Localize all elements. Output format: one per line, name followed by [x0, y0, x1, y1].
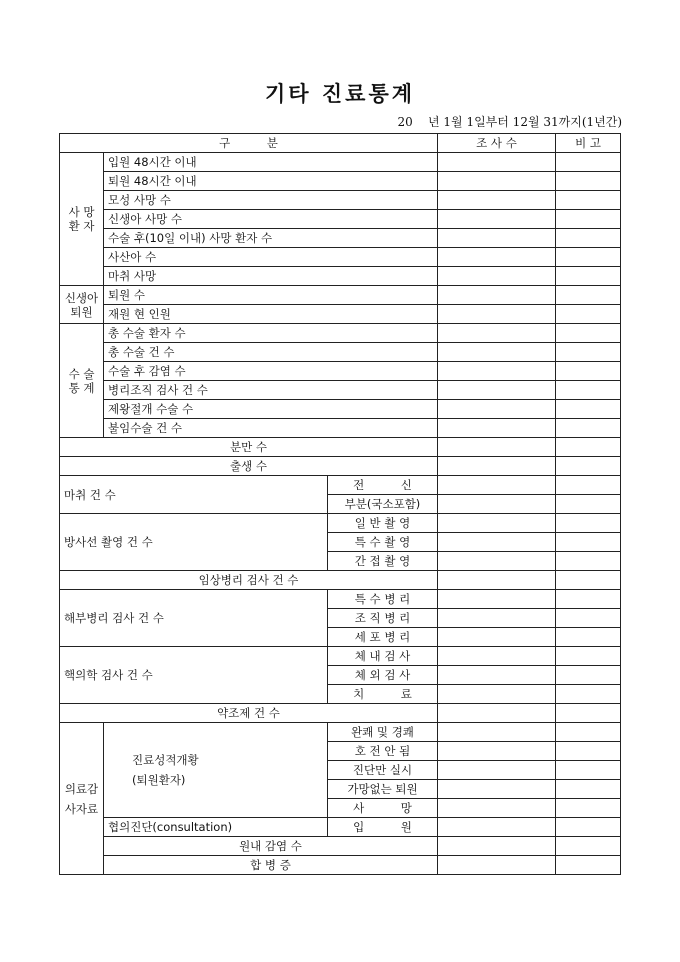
count-cell[interactable]: [438, 438, 556, 457]
count-cell[interactable]: [438, 324, 556, 343]
table-row: [60, 267, 621, 286]
count-cell[interactable]: [438, 723, 556, 742]
remarks-cell[interactable]: [556, 400, 621, 419]
table-row: [60, 514, 621, 533]
outcome-label: 진료성적개황 (퇴원환자): [104, 723, 328, 818]
remarks-cell[interactable]: [556, 666, 621, 685]
sub-label: 전 신: [328, 476, 438, 495]
remarks-cell[interactable]: [556, 419, 621, 438]
count-cell[interactable]: [438, 476, 556, 495]
table-row: [60, 457, 621, 476]
table-row: [60, 381, 621, 400]
sub-label: 세 포 병 리: [328, 628, 438, 647]
remarks-cell[interactable]: [556, 229, 621, 248]
row-label: 병리조직 검사 건 수: [104, 381, 438, 400]
sub-label: 특 수 촬 영: [328, 533, 438, 552]
consultation-label: 협의진단(consultation): [104, 818, 328, 837]
remarks-cell[interactable]: [556, 267, 621, 286]
remarks-cell[interactable]: [556, 495, 621, 514]
count-cell[interactable]: [438, 419, 556, 438]
table-row: [60, 286, 621, 305]
row-label: 수술 후(10일 이내) 사망 환자 수: [104, 229, 438, 248]
remarks-cell[interactable]: [556, 248, 621, 267]
row-label: 원내 감염 수: [104, 837, 438, 856]
anatomical-pathology-label: 해부병리 검사 건 수: [60, 590, 328, 647]
table-row: [60, 153, 621, 172]
remarks-cell[interactable]: [556, 533, 621, 552]
count-cell[interactable]: [438, 267, 556, 286]
sub-label: 부분(국소포함): [328, 495, 438, 514]
row-label: 사산아 수: [104, 248, 438, 267]
count-cell[interactable]: [438, 210, 556, 229]
count-cell[interactable]: [438, 305, 556, 324]
remarks-cell[interactable]: [556, 362, 621, 381]
table-row: [60, 324, 621, 343]
table-row: [60, 229, 621, 248]
remarks-cell[interactable]: [556, 761, 621, 780]
count-cell[interactable]: [438, 628, 556, 647]
row-label: 제왕절개 수술 수: [104, 400, 438, 419]
table-row: [60, 438, 621, 457]
nuclear-medicine-label: 핵의학 검사 건 수: [60, 647, 328, 704]
table-row: [60, 400, 621, 419]
remarks-cell[interactable]: [556, 628, 621, 647]
row-label: 임상병리 검사 건 수: [60, 571, 438, 590]
table-row: [60, 590, 621, 609]
table-row: [60, 305, 621, 324]
count-cell[interactable]: [438, 457, 556, 476]
table-row: [60, 571, 621, 590]
row-label: 신생아 사망 수: [104, 210, 438, 229]
row-label: 모성 사망 수: [104, 191, 438, 210]
remarks-cell[interactable]: [556, 647, 621, 666]
count-cell[interactable]: [438, 229, 556, 248]
remarks-cell[interactable]: [556, 704, 621, 723]
header-category: 구 분: [60, 134, 438, 153]
header-row: [60, 134, 621, 153]
count-cell[interactable]: [438, 533, 556, 552]
audit-section-label: 의료감 사자료: [60, 723, 104, 875]
table-row: [60, 172, 621, 191]
row-label: 마취 사망: [104, 267, 438, 286]
sub-label: 간 접 촬 영: [328, 552, 438, 571]
count-cell[interactable]: [438, 742, 556, 761]
row-label: 퇴원 48시간 이내: [104, 172, 438, 191]
remarks-cell[interactable]: [556, 685, 621, 704]
document-title: 기타 진료통계: [264, 81, 416, 106]
remarks-cell[interactable]: [556, 742, 621, 761]
sub-label: 치 료: [328, 685, 438, 704]
count-cell[interactable]: [438, 286, 556, 305]
statistics-table: [59, 133, 621, 875]
remarks-cell[interactable]: [556, 856, 621, 875]
remarks-cell[interactable]: [556, 286, 621, 305]
newborn-section-label: 신생아 퇴원: [60, 286, 104, 324]
count-cell[interactable]: [438, 799, 556, 818]
sub-label: 완쾌 및 경쾌: [328, 723, 438, 742]
table-row: [60, 647, 621, 666]
sub-label: 체 외 검 사: [328, 666, 438, 685]
row-label: 합 병 증: [104, 856, 438, 875]
row-label: 총 수술 건 수: [104, 343, 438, 362]
remarks-cell[interactable]: [556, 837, 621, 856]
count-cell[interactable]: [438, 514, 556, 533]
count-cell[interactable]: [438, 856, 556, 875]
count-cell[interactable]: [438, 248, 556, 267]
sub-label: 입 원: [328, 818, 438, 837]
header-count: 조 사 수: [438, 134, 556, 153]
count-cell[interactable]: [438, 172, 556, 191]
remarks-cell[interactable]: [556, 818, 621, 837]
remarks-cell[interactable]: [556, 343, 621, 362]
row-label: 입원 48시간 이내: [104, 153, 438, 172]
remarks-cell[interactable]: [556, 210, 621, 229]
row-label: 총 수술 환자 수: [104, 324, 438, 343]
sub-label: 일 반 촬 영: [328, 514, 438, 533]
table-row: [60, 248, 621, 267]
remarks-cell[interactable]: [556, 609, 621, 628]
row-label: 분만 수: [60, 438, 438, 457]
count-cell[interactable]: [438, 153, 556, 172]
count-cell[interactable]: [438, 552, 556, 571]
sub-label: 체 내 검 사: [328, 647, 438, 666]
remarks-cell[interactable]: [556, 191, 621, 210]
count-cell[interactable]: [438, 381, 556, 400]
header-remarks: 비 고: [556, 134, 621, 153]
table-row: [60, 856, 621, 875]
table-row: [60, 837, 621, 856]
table-row: [60, 419, 621, 438]
count-cell[interactable]: [438, 761, 556, 780]
sub-label: 호 전 안 됨: [328, 742, 438, 761]
table-row: [60, 362, 621, 381]
sub-label: 조 직 병 리: [328, 609, 438, 628]
count-cell[interactable]: [438, 837, 556, 856]
remarks-cell[interactable]: [556, 438, 621, 457]
row-label: 출생 수: [60, 457, 438, 476]
table-row: [60, 818, 621, 837]
row-label: 퇴원 수: [104, 286, 438, 305]
remarks-cell[interactable]: [556, 172, 621, 191]
row-label: 불임수술 건 수: [104, 419, 438, 438]
remarks-cell[interactable]: [556, 324, 621, 343]
death-section-label: 사 망 환 자: [60, 153, 104, 286]
count-cell[interactable]: [438, 495, 556, 514]
remarks-cell[interactable]: [556, 571, 621, 590]
remarks-cell[interactable]: [556, 590, 621, 609]
count-cell[interactable]: [438, 609, 556, 628]
remarks-cell[interactable]: [556, 381, 621, 400]
count-cell[interactable]: [438, 666, 556, 685]
table-row: [60, 210, 621, 229]
row-label: 약조제 건 수: [60, 704, 438, 723]
anesthesia-label: 마취 건 수: [60, 476, 328, 514]
count-cell[interactable]: [438, 704, 556, 723]
count-cell[interactable]: [438, 400, 556, 419]
remarks-cell[interactable]: [556, 780, 621, 799]
row-label: 재원 현 인원: [104, 305, 438, 324]
count-cell[interactable]: [438, 343, 556, 362]
radiography-label: 방사선 촬영 건 수: [60, 514, 328, 571]
table-row: [60, 343, 621, 362]
row-label: 수술 후 감염 수: [104, 362, 438, 381]
count-cell[interactable]: [438, 590, 556, 609]
remarks-cell[interactable]: [556, 457, 621, 476]
table-row: [60, 723, 621, 742]
sub-label: 사 망: [328, 799, 438, 818]
table-row: [60, 476, 621, 495]
remarks-cell[interactable]: [556, 476, 621, 495]
sub-label: 특 수 병 리: [328, 590, 438, 609]
remarks-cell[interactable]: [556, 723, 621, 742]
table-row: [60, 704, 621, 723]
count-cell[interactable]: [438, 780, 556, 799]
sub-label: 진단만 실시: [328, 761, 438, 780]
count-cell[interactable]: [438, 818, 556, 837]
count-cell[interactable]: [438, 685, 556, 704]
table-row: [60, 191, 621, 210]
sub-label: 가망없는 퇴원: [328, 780, 438, 799]
surgery-section-label: 수 술 통 계: [60, 324, 104, 438]
remarks-cell[interactable]: [556, 552, 621, 571]
remarks-cell[interactable]: [556, 799, 621, 818]
count-cell[interactable]: [438, 362, 556, 381]
remarks-cell[interactable]: [556, 305, 621, 324]
remarks-cell[interactable]: [556, 153, 621, 172]
count-cell[interactable]: [438, 571, 556, 590]
survey-period: 20 년 1월 1일부터 12월 31까지(1년간): [397, 115, 622, 129]
remarks-cell[interactable]: [556, 514, 621, 533]
count-cell[interactable]: [438, 191, 556, 210]
count-cell[interactable]: [438, 647, 556, 666]
